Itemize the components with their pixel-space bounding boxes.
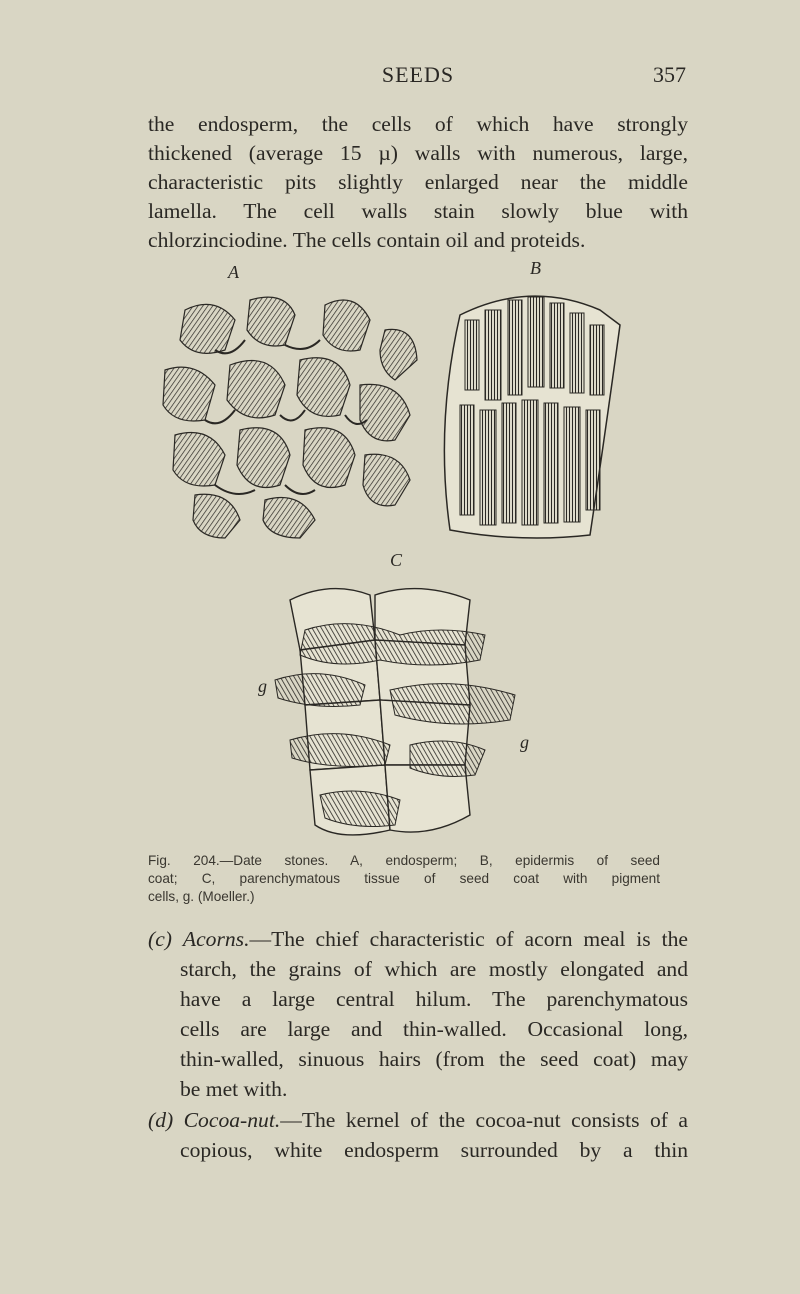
caption-line: coat; C, parenchymatous tissue of seed coat with pigment [148, 871, 660, 886]
item-heading: Cocoa-nut. [183, 1108, 281, 1132]
caption-line: cells, g. (Moeller.) [148, 889, 255, 904]
page-header [150, 62, 686, 92]
text-line: be met with. [180, 1077, 288, 1101]
text-line: starch, the grains of which are mostly elongated and [180, 957, 688, 981]
item-heading: Acorns. [182, 927, 250, 951]
item-marker: (c) [148, 927, 172, 951]
page-number: 357 [653, 62, 686, 87]
figure-caption [148, 852, 660, 906]
figure-c-parenchyma-illustration [270, 580, 520, 845]
figure-label-g-right: g [520, 732, 529, 752]
text-line: copious, white endosperm surrounded by a thin [180, 1138, 688, 1162]
text-line: characteristic pits slightly enlarged near the middle [148, 170, 688, 194]
figure-label-g-left: g [258, 676, 267, 696]
running-head: SEEDS [381, 62, 455, 87]
intro-paragraph [148, 110, 688, 255]
figure-label-c: C [390, 550, 403, 570]
item-first-line [148, 1105, 688, 1135]
item-first-line [148, 924, 688, 954]
caption-line: Fig. 204.—Date stones. A, endosperm; B, epidermis of seed [148, 853, 660, 868]
text-line: thin-walled, sinuous hairs (from the seed coat) may [180, 1047, 688, 1071]
figure-label-a: A [228, 262, 239, 282]
text-line: lamella. The cell walls stain slowly blue with [148, 199, 688, 223]
text-line: —The chief characteristic of acorn meal is the [249, 927, 688, 951]
text-line: the endosperm, the cells of which have strongly [148, 112, 688, 136]
text-line: have a large central hilum. The parenchymatous [180, 987, 688, 1011]
text-line: thickened (average 15 µ) walls with numerous, large, [148, 141, 688, 165]
item-cocoa-nut [148, 1105, 688, 1165]
text-line: cells are large and thin-walled. Occasional long, [180, 1017, 688, 1041]
text-line: chlorzinciodine. The cells contain oil and proteids. [148, 228, 586, 252]
item-marker: (d) [148, 1108, 174, 1132]
figure-label-b: B [530, 258, 541, 278]
text-line: —The kernel of the cocoa-nut consists of a [280, 1108, 688, 1132]
figure-a-endosperm-illustration [155, 290, 425, 540]
item-acorns [148, 924, 688, 1104]
figure-b-epidermis-illustration [430, 285, 630, 540]
